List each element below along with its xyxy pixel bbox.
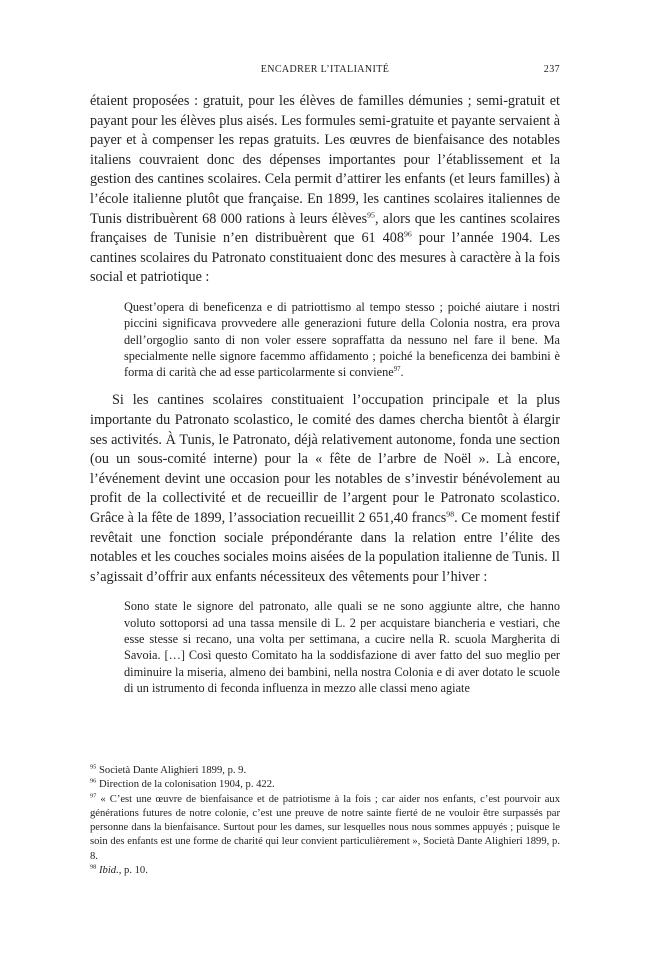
footnote <box>90 864 560 878</box>
paragraph-text: , alors que les cantines scolaires françaises de Tunisie n’en distribuèrent que 61 408 <box>90 210 560 247</box>
page-number: 237 <box>543 64 560 75</box>
paragraph-text: Si les cantines scolaires constituaient l’occupation principale et la plus importante du Patronato scolastico, le comité des dames chercha bientôt à élargir ses activités. À Tunis, le Patronato, déjà relativement autonome, fonda une section (ou un sous-comité interne) pour la « fête de l’arbre de Noël ». Là encore, l’événement devint une occasion pour les notables de s’investir bénévolement au profit de la collectivité et de recueillir de l’argent pour le Patronato scolastico. Grâce à la fête de 1899, l’association recueillit 2 651,40 francs <box>90 392 560 526</box>
paragraph-text: étaient proposées : gratuit, pour les élèves de familles démunies ; semi-gratuit et payant pour les élèves plus aisés. Les formules semi-gratuite et payante servaient à payer et à compenser les repas gratuits. Les œuvres de bienfaisance des notables italiens couvraient donc des dépenses importantes pour l’établissement et la gestion des cantines scolaires. Cela permit d’attirer les enfants (et leurs familles) à l’école italienne plutôt que française. En 1899, les cantines scolaires italiennes de Tunis distribuèrent 68 000 rations à leurs élèves <box>90 93 560 227</box>
footnote-ref: 97 <box>393 366 401 374</box>
footnote-text: , p. 10. <box>118 865 148 877</box>
footnote-text: Società Dante Alighieri 1899, p. 9. <box>96 765 247 776</box>
quote-text: Sono state le signore del patronato, alle quali se ne sono aggiunte altre, che hanno voluto sottoporsi ad una tassa mensile di L. 2 per acquistare biancheria e vestiari, che esse stesse si recano, una volta per settimana, a cucire nella R. scuola Margherita di Savoia. […] Così questo Comitato ha la soddisfazione di aver fatto del suo meglio per diminuire la miseria, almeno dei bambini, nella nostra Colonia e di aver dotato le scuole di un istrumento di feconda influenza in mezzo alle classi meno agiate <box>124 599 560 695</box>
paragraph-text: . Ce moment festif revêtait une fonction sociale prépondérante dans la relation entre l’élite des notables et les couches sociales moins aisées de la population italienne de Tunis. Il s’agissait d’offrir aux enfants nécessiteux des vêtements pour l’hiver : <box>90 509 560 585</box>
paragraph <box>90 391 560 587</box>
paragraph-text: pour l’année 1904. Les cantines scolaires du Patronato constituaient donc des mesures à caractère à la fois social et patriotique : <box>90 230 560 286</box>
main-text <box>90 92 560 707</box>
footnotes <box>90 764 560 878</box>
footnote-ref: 98 <box>446 509 455 519</box>
footnote-number: 96 <box>90 777 97 785</box>
footnote <box>90 764 560 778</box>
footnote-number: 97 <box>90 792 97 800</box>
footnote-text: « C’est une œuvre de bienfaisance et de patriotisme à la fois ; car aider nos enfants, c’est pourvoir aux générations futures de notre colonie, c’est une preuve de notre sainte fierté de ne vouloir être surpassés par personne dans la bienfaisance. Surtout pour les dames, sur lesquelles nous nous sommes appuyés ; puisque le soin des enfants est une forme de charité qui leur convient particulièrement », Società Dante Alighieri 1899, p. 8. <box>90 793 560 862</box>
quote-text: . <box>400 365 404 380</box>
block-quote <box>124 299 560 380</box>
block-quote <box>124 598 560 696</box>
footnote <box>90 793 560 864</box>
footnote-ibid: Ibid. <box>99 865 119 877</box>
footnote-number: 95 <box>90 763 97 771</box>
footnote <box>90 778 560 792</box>
quote-text: Quest’opera di beneficenza e di patriottismo al tempo stesso ; poiché aiutare i nostri piccini significava provvedere alle generazioni future della Colonia nostra, era prova dell’orgoglio santo di non voler essere sopraffatta da nessuno nel fare il bene. Ma specialmente nelle signore facemmo affidamento ; poiché la beneficenza dei bambini è forma di carità che ad esse particolarmente si conviene <box>124 299 560 380</box>
running-title: ENCADRER L’ITALIANITÉ <box>260 64 390 75</box>
footnote-ref: 96 <box>403 229 412 239</box>
footnote-ref: 95 <box>367 209 375 219</box>
footnote-number: 98 <box>90 863 97 871</box>
footnote-text: Direction de la colonisation 1904, p. 422. <box>96 779 275 791</box>
paragraph <box>90 92 560 288</box>
running-head <box>90 64 560 78</box>
